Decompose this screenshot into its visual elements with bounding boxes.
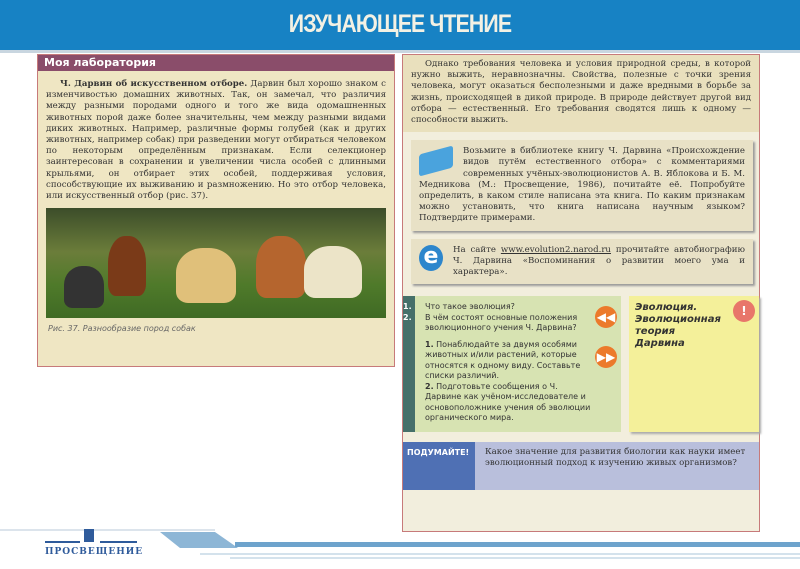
think-label: ПОДУМАЙТЕ! [403, 442, 475, 490]
key-terms: Эволюция. Эволюционная теория Дарвина [635, 302, 721, 350]
footer [0, 520, 800, 565]
body-text [38, 71, 394, 202]
web-text: На сайте [453, 244, 501, 255]
web-text: прочитайте автобиографию Ч. Дарвина «Воспоминания о развитии моего ума и характера». [453, 244, 745, 278]
think-box [403, 442, 759, 490]
question-number: 1. [403, 302, 412, 312]
dogs-photo [46, 208, 386, 318]
paragraph: Дарвин был хорошо знаком с изменчивостью домашних животных. Так, он замечал, что различия между разными породами одного и того же вида одомашненных животных порой даже более значительны, чем между разными видами диких животных. Например, различные формы голубей (как и других животных, например собак) при разведении могут отбираться человеком по некоторым определённым признакам. Если селекционер заинтересован в сохранении и увеличении числа особей с длинными крыльями, он отбирает этих особей, поддерживая условия, способствующие их выживанию и размножению. Но это отбор человека, или искусственный отбор (рис. 37). [46, 79, 386, 202]
book-text: Возьмите в библиотеке книгу Ч. Дарвина «Происхождение видов путём естественного отбора» с комментариями современных учёных-эволюционистов А. В. Яблокова и Б. М. Медникова (М.: Просвещение, 1986), почитайте её. Попробуйте определить, в каком стиле написана эта книга. По каким признакам можно установить, что книга написана научным языком? Подтвердите примерами. [419, 146, 745, 224]
publisher-logo: ПРОСВЕЩЕНИЕ [45, 547, 144, 557]
task: Подготовьте сообщения о Ч. Дарвине как учёном-исследователе и основоположнике учения об эволюции органического мира. [425, 381, 591, 423]
question: В чём состоят основные положения эволюционного учения Ч. Дарвина? [425, 312, 578, 333]
right-page [402, 54, 760, 532]
rewind-icon: ◀◀ [595, 306, 617, 328]
web-link[interactable]: www.evolution2.narod.ru [500, 244, 611, 255]
task: Понаблюдайте за двумя особями животных и/или растений, которые относятся к одному виду. Составьте списки различий. [425, 339, 581, 381]
fast-forward-icon: ▶▶ [595, 346, 617, 368]
web-box [411, 239, 753, 285]
figure-caption: Рис. 37. Разнообразие пород собак [48, 324, 196, 334]
footer-decoration [0, 520, 800, 565]
internet-explorer-icon: e [419, 245, 443, 271]
paragraph: Однако требования человека и условия природной среды, в которой нужно выжить, неравнозначны. Свойства, полезные с точки зрения человека, могут оказаться бесполезными и даже вредными в борьбе за жизнь, происходящей в дикой природе. В природе действует другой вид отбора — естественный. Его требования сводятся лишь к одному — способности выжить. [403, 55, 759, 132]
question: Что такое эволюция? [425, 302, 515, 312]
key-terms-box [629, 296, 759, 432]
questions-box [403, 296, 621, 432]
think-question: Какое значение для развития биологии как науки имеет эволюционный подход к изучению живых организмов? [485, 447, 746, 469]
review-row [403, 296, 759, 432]
slide-title: ИЗУЧАЮЩЕЕ ЧТЕНИЕ [288, 10, 512, 38]
lead-text: Ч. Дарвин об искусственном отборе. [60, 79, 248, 89]
task-number: 2. [425, 381, 434, 391]
question-number: 2. [403, 312, 412, 322]
task-number: 1. [425, 339, 434, 349]
exclamation-icon: ! [733, 300, 755, 322]
section-label: Моя лаборатория [38, 55, 394, 71]
left-page [37, 54, 395, 367]
header-divider [0, 50, 800, 53]
book-box [411, 140, 753, 230]
